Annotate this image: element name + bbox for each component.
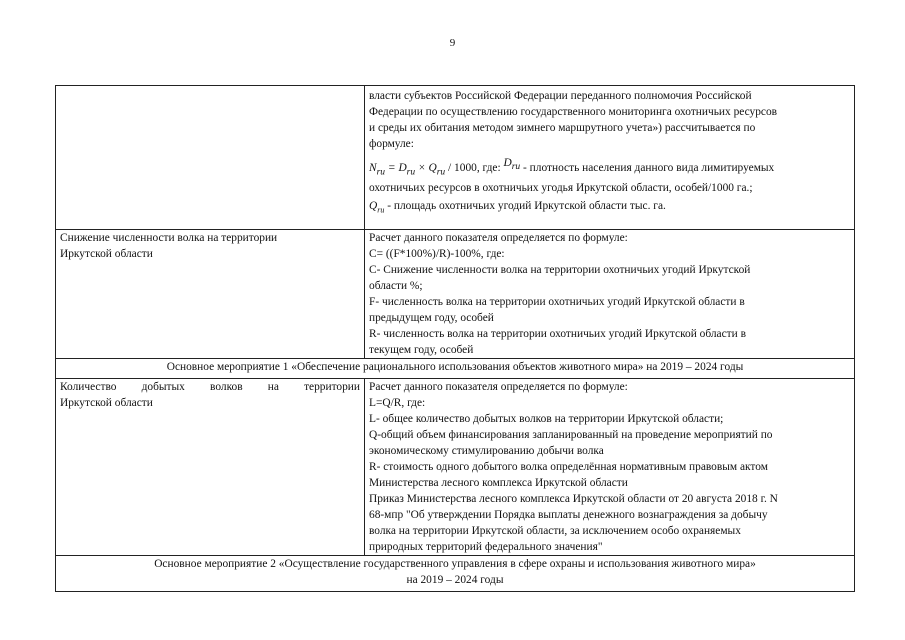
area-definition <box>369 198 850 218</box>
calculation-method-cell <box>365 379 855 556</box>
indicator-name-cell <box>56 230 365 359</box>
text-line: С- Снижение численности волка на территории охотничьих угодий Иркутской <box>369 264 751 276</box>
text-line: предыдущем году, особей <box>369 312 494 324</box>
indicator-name-line: Снижение численности волка на территории <box>60 232 278 244</box>
text-line: природных территорий федерального значения" <box>369 541 603 553</box>
text-line: L- общее количество добытых волков на территории Иркутской области; <box>369 413 724 425</box>
text-line: R- стоимость одного добытого волка определённая нормативным правовым актом <box>369 461 768 473</box>
text-line: 68-мпр "Об утверждении Порядка выплаты денежного вознаграждения за добычу <box>369 509 768 521</box>
formula-times-q: × Q <box>415 162 437 174</box>
density-symbol: D <box>503 157 512 169</box>
area-description: - площадь охотничьих угодий Иркутской области тыс. га. <box>384 200 666 213</box>
formula-eq-d: = D <box>385 162 407 174</box>
density-description: - плотность населения данного вида лимитируемых <box>520 162 775 174</box>
table-cell-empty <box>56 86 365 230</box>
table-row <box>56 359 855 379</box>
section-heading-cell <box>56 359 855 379</box>
section-heading-line: Основное мероприятие 2 «Осуществление государственного управления в сфере охраны и использования животного мира» <box>154 558 756 570</box>
text-line: текущем году, особей <box>369 344 474 356</box>
text-line: области %; <box>369 280 423 292</box>
text-line: Приказ Министерства лесного комплекса Иркутской области от 20 августа 2018 г. N <box>369 493 778 505</box>
text-line: С= ((F*100%)/R)-100%, где: <box>369 248 505 260</box>
indicator-name-line: Иркутской области <box>60 248 153 260</box>
table-row <box>56 230 855 359</box>
table-row <box>56 86 855 230</box>
text-line: R- численность волка на территории охотничьих угодий Иркутской области в <box>369 328 746 340</box>
text-line: Q-общий объем финансирования запланированный на проведение мероприятий по <box>369 429 773 441</box>
section-heading-cell <box>56 556 855 592</box>
text-line: охотничьих ресурсов в охотничьих угодья Иркутской области, особей/1000 га.; <box>369 182 753 195</box>
page-number: 9 <box>449 37 456 49</box>
indicator-name-line: Иркутской области <box>60 397 153 409</box>
text-line: L=Q/R, где: <box>369 397 426 409</box>
formula-n: N <box>369 162 377 174</box>
section-heading: Основное мероприятие 1 «Обеспечение рационального использования объектов животного мира» на 2019 – 2024 годы <box>166 361 744 373</box>
text-line: волка на территории Иркутской области, за исключением особо охраняемых <box>369 525 741 537</box>
text-line: Расчет данного показателя определяется по формуле: <box>369 381 628 393</box>
indicator-name-line: Количество добытых волков на территории <box>60 381 360 393</box>
area-symbol: Q <box>369 200 378 213</box>
indicator-table <box>55 85 855 592</box>
density-symbol-sub: ru <box>511 162 521 173</box>
area-symbol-sub: ru <box>377 205 385 215</box>
text-line: и среды их обитания методом зимнего маршрутного учета») рассчитывается по <box>369 122 756 134</box>
formula-n-sub: ru <box>376 167 386 178</box>
calculation-method-cell <box>365 230 855 359</box>
formula-q-sub: ru <box>436 167 446 178</box>
table-cell-formula-description <box>365 86 855 230</box>
table-row <box>56 379 855 556</box>
text-line: Расчет данного показателя определяется по формуле: <box>369 232 628 244</box>
formula-d-sub: ru <box>406 167 416 178</box>
indicator-name-cell <box>56 379 365 556</box>
text-line: экономическому стимулированию добычи волка <box>369 445 604 457</box>
text-line: F- численность волка на территории охотничьих угодий Иркутской области в <box>369 296 745 308</box>
text-line: Федерации по осуществлению государственного мониторинга охотничьих ресурсов <box>369 106 778 118</box>
formula-divisor: / 1000, где: <box>445 162 504 174</box>
text-line: Министерства лесного комплекса Иркутской области <box>369 477 628 489</box>
text-line: власти субъектов Российской Федерации переданного полномочия Российской <box>369 90 752 102</box>
section-heading-line: на 2019 – 2024 годы <box>406 574 504 586</box>
text-line: формуле: <box>369 138 414 150</box>
table-row <box>56 556 855 592</box>
density-formula <box>369 157 850 180</box>
